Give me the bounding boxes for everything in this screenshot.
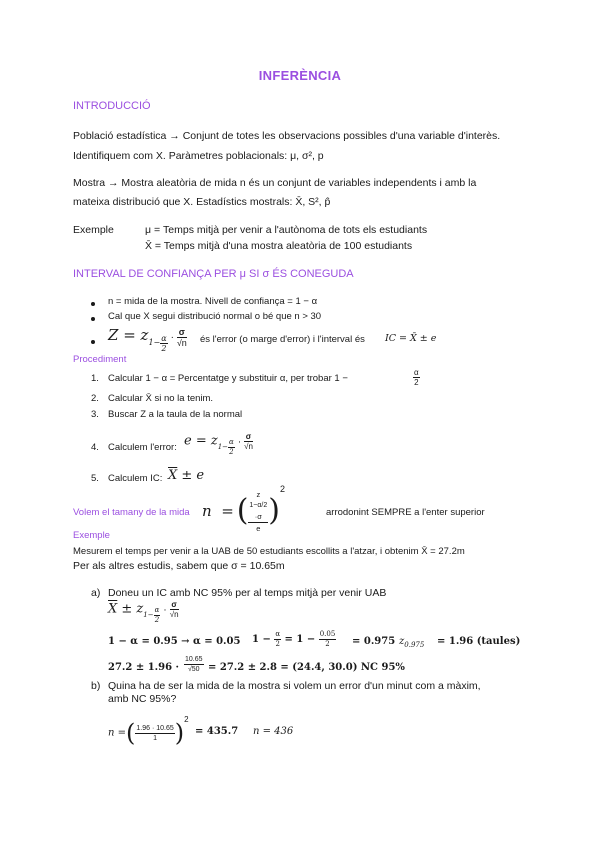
step-5: Calculem IC: <box>108 473 163 484</box>
bullet-3-ic: IC = X̄ ± e <box>385 333 437 344</box>
bullet-1: n = mida de la mostra. Nivell de confiança = 1 − α <box>108 296 318 307</box>
error-formula: $Z = z_{1- \frac{\alpha}{2}}$ · $\frac{\sigma}{√n}$ <box>108 326 187 353</box>
z-0975-symbol: $z_{0.975}$ <box>399 636 425 649</box>
part-b-label: b) <box>91 680 101 692</box>
interval-heading: INTERVAL DE CONFIANÇA PER μ SI σ ÉS CONEGUDA <box>73 268 354 280</box>
part-a-calc2-fraction: $\frac{10.65}{√50}$ <box>185 656 203 673</box>
bullet-dot <box>91 302 95 306</box>
bullet-dot <box>91 340 95 344</box>
part-a-text: Doneu un IC amb NC 95% per al temps mitjà per venir UAB <box>108 587 387 599</box>
intro-p2-line1: Mostra → Mostra aleatòria de mida n és un conjunt de variables independents i amb la <box>73 177 477 189</box>
procedure-label: Procediment <box>73 354 127 365</box>
intro-heading: INTRODUCCIÓ <box>73 100 151 112</box>
round-note: arrodonint SEMPRE a l'enter superior <box>326 507 485 518</box>
step-1: Calcular 1 − α = Percentatge y substituir α, per trobar 1 − <box>108 373 348 384</box>
part-a-calc1c: = 1.96 (taules) <box>437 636 521 647</box>
intro-example-line1: μ = Temps mitjà per venir a l'autònoma de tots els estudiants <box>145 224 428 236</box>
example-label: Exemple <box>73 530 110 541</box>
intro-p2-line2: mateixa distribució que X. Estadístics mostrals: X̄, S², p̂ <box>73 196 331 208</box>
part-a-calc2b: = 27.2 ± 2.8 = (24.4, 30.0) NC 95% <box>208 662 405 673</box>
part-a-calc1-middle: 1 − $\frac{\alpha}{2}$ = 1 − $\frac{0.05}{2}$ <box>252 630 336 648</box>
part-a-calc1: 1 − α = 0.95 → α = 0.05 <box>108 636 241 647</box>
intro-p1-line2: Identifiquem com X. Paràmetres poblacionals: μ, σ², p <box>73 150 324 162</box>
sample-size-formula: n = ( z 1−α/2 ·σ e )2 <box>202 484 286 533</box>
step-number: 1. <box>91 373 99 384</box>
bullet-2: Cal que X segui distribució normal o bé que n > 30 <box>108 311 322 322</box>
intro-example-label: Exemple <box>73 224 114 236</box>
intro-p1-line1: Població estadística → Conjunt de totes les observacions possibles d'una variable d'interès. <box>73 130 501 142</box>
bullet-3-text: és l'error (o marge d'error) i l'interval és <box>200 334 365 345</box>
part-b-text-line2: amb NC 95%? <box>108 693 177 705</box>
step-number: 5. <box>91 473 99 484</box>
step-2: Calcular X̄ si no la tenim. <box>108 393 214 404</box>
part-a-calc2: 27.2 ± 1.96 · <box>108 662 180 673</box>
step-number: 3. <box>91 409 99 420</box>
step-4: Calculem l'error: <box>108 442 177 453</box>
part-a-formula: $\overline{X} \pm z_{1- \frac{\alpha}{2}}$ · $\frac{\sigma}{√n}$ <box>108 600 179 624</box>
page-title: INFERÈNCIA <box>258 68 342 83</box>
sample-size-label: Volem el tamany de la mida <box>73 507 190 518</box>
part-b-result: = 435.7 <box>195 726 239 737</box>
part-a-label: a) <box>91 587 101 599</box>
part-a-calc1b: = 0.975 <box>352 636 396 647</box>
part-b-formula: n =( $\frac{1.96 \cdot 10.65}{1}$ )$^2$ <box>108 715 189 748</box>
step-number: 4. <box>91 442 99 453</box>
part-b-text-line1: Quina ha de ser la mida de la mostra si volem un error d'un minut com a màxim, <box>108 680 481 692</box>
bullet-dot <box>91 317 95 321</box>
intro-example-line2: X̄ = Temps mitjà d'una mostra aleatòria de 100 estudiants <box>145 240 413 252</box>
alpha-half-fraction: $\frac{\alpha}{2}$ <box>414 368 419 387</box>
error-formula-step: $e = z_{1- \frac{\alpha}{2}}$ · $\frac{\sigma}{√n}$ <box>184 432 253 456</box>
step-number: 2. <box>91 393 99 404</box>
example-line1: Mesurem el temps per venir a la UAB de 50 estudiants escollits a l'atzar, i obtenim X̄ = 27.2m <box>73 546 465 557</box>
example-line2: Per als altres estudis, sabem que σ = 10.65m <box>73 560 285 572</box>
part-b-final: n = 436 <box>253 726 294 737</box>
ic-formula: $\overline{X} \pm e$ <box>168 468 205 483</box>
step-3: Buscar Z a la taula de la normal <box>108 409 243 420</box>
